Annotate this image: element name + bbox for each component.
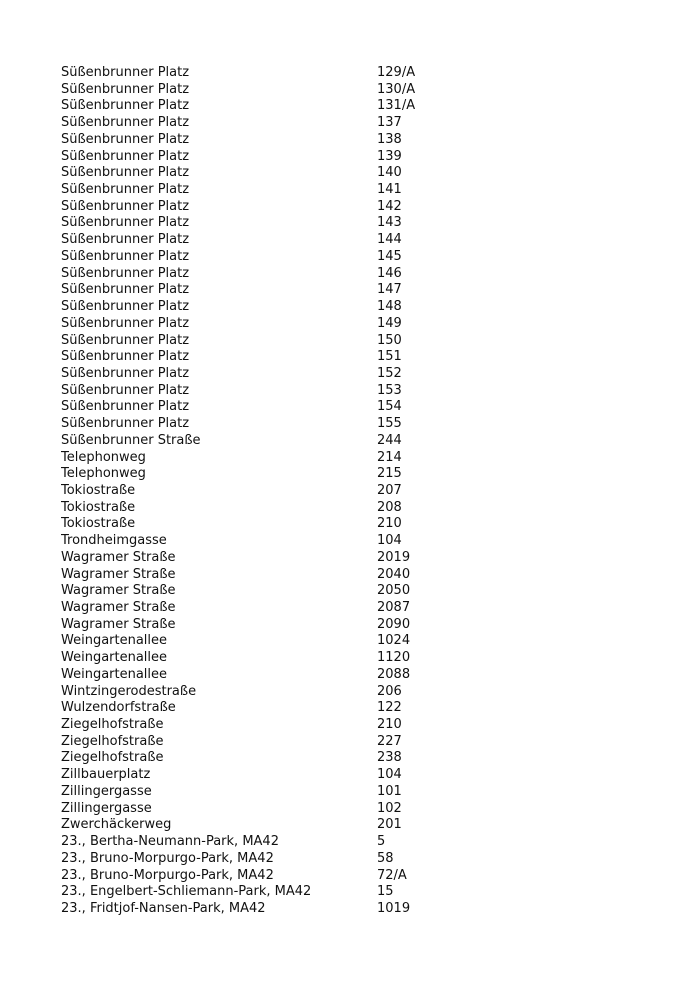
house-number-cell: 140 [377, 165, 402, 181]
table-row [61, 282, 561, 299]
table-row [61, 333, 561, 350]
house-number-cell: 143 [377, 215, 402, 231]
street-name-cell: Tokiostraße [61, 499, 136, 515]
table-row [61, 450, 561, 467]
house-number-cell: 210 [377, 516, 402, 532]
street-name-cell: 23., Bertha-Neumann-Park, MA42 [61, 834, 279, 850]
house-number-cell: 150 [377, 332, 402, 348]
street-name-cell: Wagramer Straße [61, 549, 176, 565]
table-row [61, 516, 561, 533]
street-name-cell: 23., Engelbert-Schliemann-Park, MA42 [61, 884, 312, 900]
street-name-cell: Wintzingerodestraße [61, 683, 197, 699]
table-row [61, 834, 561, 851]
house-number-cell: 138 [377, 131, 402, 147]
house-number-cell: 1120 [377, 650, 411, 666]
house-number-cell: 72/A [377, 867, 407, 883]
table-row [61, 149, 561, 166]
house-number-cell: 102 [377, 800, 402, 816]
street-name-cell: Süßenbrunner Platz [61, 182, 190, 198]
table-row [61, 583, 561, 600]
house-number-cell: 129/A [377, 65, 416, 80]
table-row [61, 567, 561, 584]
street-name-cell: Wulzendorfstraße [61, 700, 176, 716]
table-row [61, 734, 561, 751]
house-number-cell: 145 [377, 248, 402, 264]
house-number-cell: 104 [377, 767, 402, 783]
address-table [61, 65, 561, 918]
street-name-cell: Süßenbrunner Platz [61, 315, 190, 331]
table-row [61, 650, 561, 667]
street-name-cell: Süßenbrunner Platz [61, 349, 190, 365]
street-name-cell: Süßenbrunner Platz [61, 131, 190, 147]
house-number-cell: 151 [377, 349, 402, 365]
street-name-cell: 23., Fridtjof-Nansen-Park, MA42 [61, 900, 266, 916]
street-name-cell: Süßenbrunner Platz [61, 165, 190, 181]
house-number-cell: 5 [377, 834, 386, 850]
table-row [61, 165, 561, 182]
house-number-cell: 147 [377, 282, 402, 298]
street-name-cell: 23., Bruno-Morpurgo-Park, MA42 [61, 867, 274, 883]
street-name-cell: Süßenbrunner Platz [61, 332, 190, 348]
table-row [61, 617, 561, 634]
table-row [61, 215, 561, 232]
street-name-cell: Tokiostraße [61, 482, 136, 498]
street-name-cell: Süßenbrunner Platz [61, 365, 190, 381]
street-name-cell: Telephonweg [61, 449, 146, 465]
street-name-cell: Süßenbrunner Platz [61, 248, 190, 264]
street-name-cell: Wagramer Straße [61, 566, 176, 582]
street-name-cell: Tokiostraße [61, 516, 136, 532]
house-number-cell: 2090 [377, 616, 411, 632]
street-name-cell: Süßenbrunner Platz [61, 416, 190, 432]
table-row [61, 750, 561, 767]
table-row [61, 533, 561, 550]
table-row [61, 383, 561, 400]
house-number-cell: 214 [377, 449, 402, 465]
house-number-cell: 215 [377, 466, 402, 482]
table-row [61, 249, 561, 266]
street-name-cell: Zillbauerplatz [61, 767, 151, 783]
house-number-cell: 130/A [377, 81, 416, 97]
house-number-cell: 2087 [377, 600, 411, 615]
street-name-cell: Süßenbrunner Platz [61, 148, 190, 164]
house-number-cell: 58 [377, 850, 394, 866]
table-row [61, 132, 561, 149]
house-number-cell: 15 [377, 884, 394, 900]
table-row [61, 316, 561, 333]
house-number-cell: 2019 [377, 549, 411, 565]
street-name-cell: Weingartenallee [61, 650, 168, 666]
table-row [61, 717, 561, 734]
street-name-cell: Süßenbrunner Platz [61, 399, 190, 415]
street-name-cell: 23., Bruno-Morpurgo-Park, MA42 [61, 850, 274, 866]
house-number-cell: 2088 [377, 666, 411, 682]
table-row [61, 199, 561, 216]
house-number-cell: 149 [377, 315, 402, 331]
house-number-cell: 1024 [377, 633, 411, 649]
street-name-cell: Telephonweg [61, 466, 146, 482]
table-row [61, 65, 561, 82]
house-number-cell: 122 [377, 700, 402, 716]
street-name-cell: Zwerchäckerweg [61, 817, 172, 833]
street-name-cell: Süßenbrunner Platz [61, 65, 190, 80]
table-row [61, 684, 561, 701]
table-row [61, 884, 561, 901]
table-row [61, 500, 561, 517]
table-row [61, 399, 561, 416]
street-name-cell: Süßenbrunner Platz [61, 232, 190, 248]
house-number-cell: 131/A [377, 98, 416, 114]
house-number-cell: 208 [377, 499, 402, 515]
street-name-cell: Wagramer Straße [61, 583, 176, 599]
house-number-cell: 210 [377, 717, 402, 733]
house-number-cell: 207 [377, 482, 402, 498]
table-row [61, 349, 561, 366]
street-name-cell: Süßenbrunner Straße [61, 432, 201, 448]
street-name-cell: Süßenbrunner Platz [61, 282, 190, 298]
table-row [61, 700, 561, 717]
house-number-cell: 144 [377, 232, 402, 248]
table-row [61, 767, 561, 784]
street-name-cell: Süßenbrunner Platz [61, 115, 190, 131]
street-name-cell: Süßenbrunner Platz [61, 215, 190, 231]
table-row [61, 266, 561, 283]
house-number-cell: 155 [377, 416, 402, 432]
table-row [61, 667, 561, 684]
house-number-cell: 142 [377, 198, 402, 214]
house-number-cell: 139 [377, 148, 402, 164]
street-name-cell: Süßenbrunner Platz [61, 98, 190, 114]
table-row [61, 82, 561, 99]
table-row [61, 550, 561, 567]
house-number-cell: 137 [377, 115, 402, 131]
street-name-cell: Weingartenallee [61, 666, 168, 682]
table-row [61, 366, 561, 383]
table-row [61, 416, 561, 433]
street-name-cell: Süßenbrunner Platz [61, 198, 190, 214]
table-row [61, 901, 561, 918]
street-name-cell: Zillingergasse [61, 783, 152, 799]
table-row [61, 98, 561, 115]
house-number-cell: 244 [377, 432, 402, 448]
table-row [61, 433, 561, 450]
table-row [61, 466, 561, 483]
house-number-cell: 201 [377, 817, 402, 833]
house-number-cell: 1019 [377, 900, 411, 916]
street-name-cell: Wagramer Straße [61, 600, 176, 615]
house-number-cell: 2050 [377, 583, 411, 599]
table-row [61, 633, 561, 650]
house-number-cell: 206 [377, 683, 402, 699]
table-row [61, 817, 561, 834]
street-name-cell: Süßenbrunner Platz [61, 382, 190, 398]
house-number-cell: 101 [377, 783, 402, 799]
house-number-cell: 152 [377, 365, 402, 381]
table-row [61, 182, 561, 199]
house-number-cell: 238 [377, 750, 402, 766]
house-number-cell: 104 [377, 533, 402, 549]
table-row [61, 801, 561, 818]
street-name-cell: Ziegelhofstraße [61, 733, 164, 749]
street-name-cell: Süßenbrunner Platz [61, 81, 190, 97]
street-name-cell: Süßenbrunner Platz [61, 265, 190, 281]
table-row [61, 483, 561, 500]
street-name-cell: Weingartenallee [61, 633, 168, 649]
house-number-cell: 153 [377, 382, 402, 398]
table-row [61, 851, 561, 868]
table-row [61, 232, 561, 249]
house-number-cell: 2040 [377, 566, 411, 582]
house-number-cell: 141 [377, 182, 402, 198]
table-row [61, 115, 561, 132]
house-number-cell: 146 [377, 265, 402, 281]
street-name-cell: Ziegelhofstraße [61, 717, 164, 733]
street-name-cell: Ziegelhofstraße [61, 750, 164, 766]
house-number-cell: 148 [377, 299, 402, 315]
table-row [61, 784, 561, 801]
table-row [61, 600, 561, 617]
table-row [61, 299, 561, 316]
street-name-cell: Zillingergasse [61, 800, 152, 816]
house-number-cell: 227 [377, 733, 402, 749]
table-row [61, 868, 561, 885]
street-name-cell: Wagramer Straße [61, 616, 176, 632]
house-number-cell: 154 [377, 399, 402, 415]
street-name-cell: Trondheimgasse [61, 533, 167, 549]
street-name-cell: Süßenbrunner Platz [61, 299, 190, 315]
